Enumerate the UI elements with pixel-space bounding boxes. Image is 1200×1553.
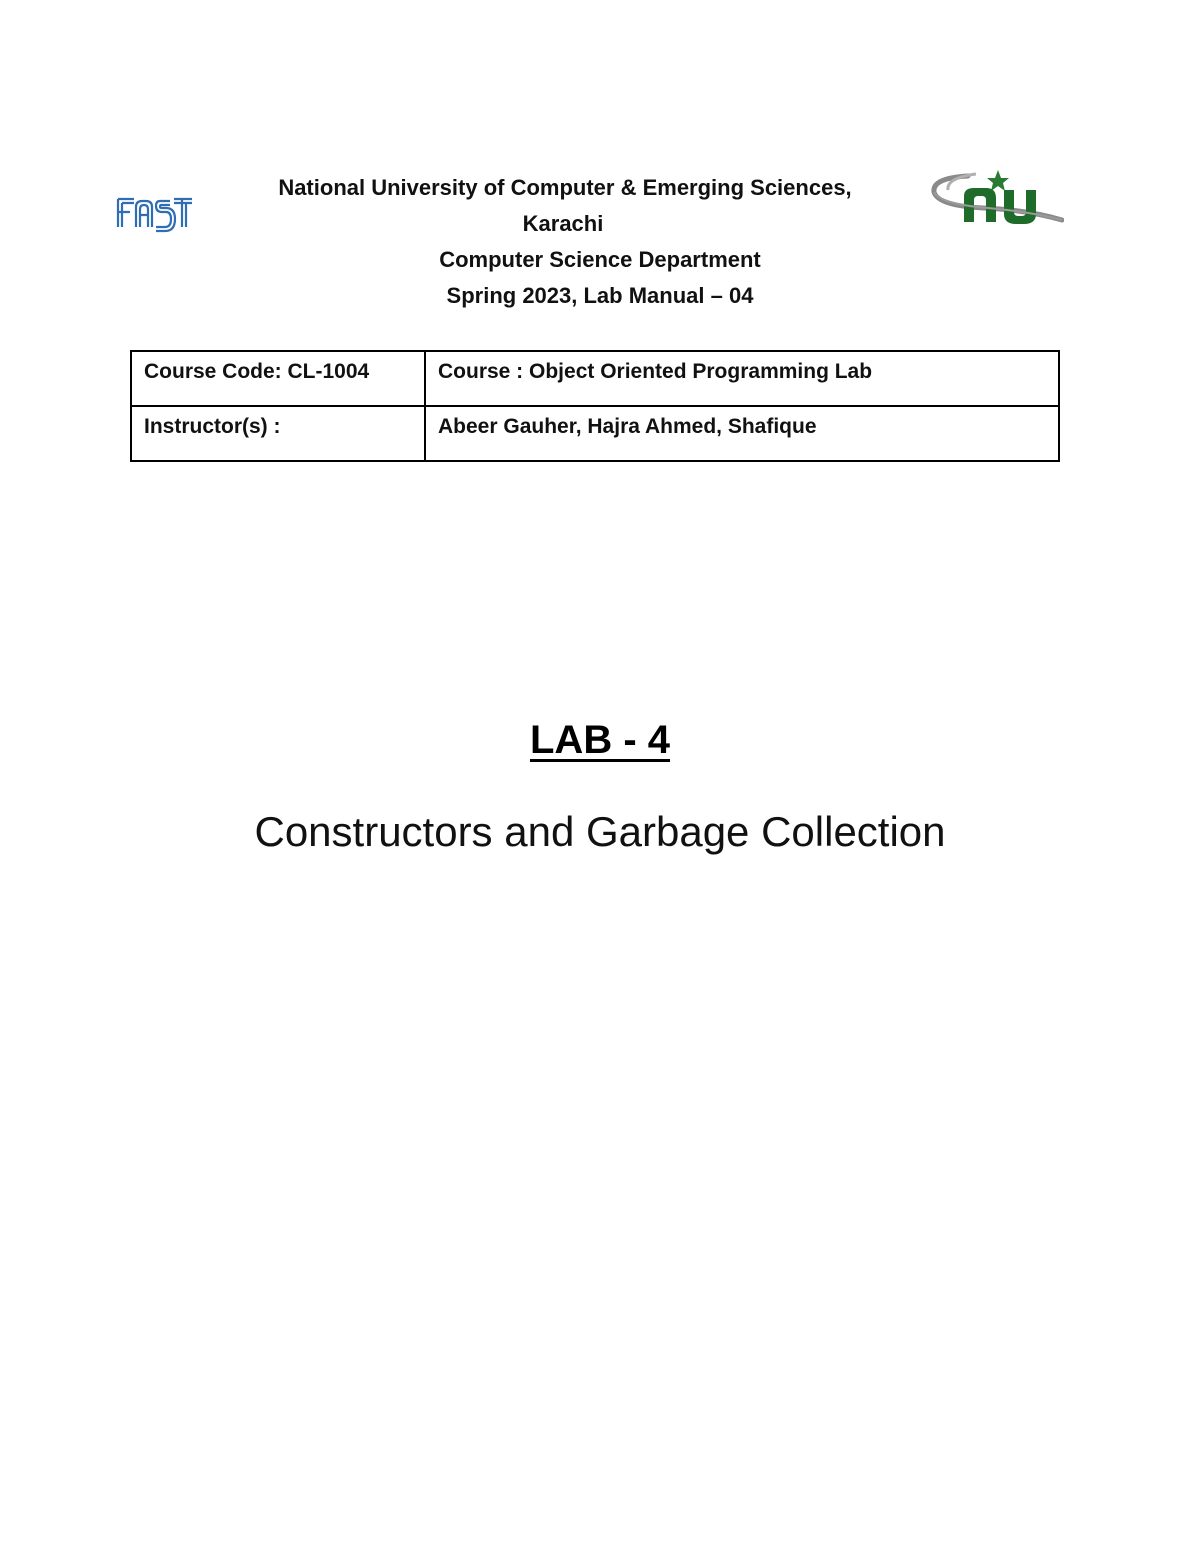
campus-name: Karachi xyxy=(522,211,604,236)
lab-title-text: LAB - 4 xyxy=(530,718,670,762)
semester-manual-label: Spring 2023, Lab Manual – 04 xyxy=(446,283,754,308)
course-name-cell: Course : Object Oriented Programming Lab xyxy=(425,351,1059,406)
lab-subtitle: Constructors and Garbage Collection xyxy=(254,808,946,855)
instructor-label-cell: Instructor(s) : xyxy=(131,406,425,461)
university-name: National University of Computer & Emerging Sciences, xyxy=(278,175,852,200)
department-name: Computer Science Department xyxy=(439,247,761,272)
table-row xyxy=(131,351,1059,406)
course-code-cell: Course Code: CL-1004 xyxy=(131,351,425,406)
table-row xyxy=(131,406,1059,461)
instructor-names-cell: Abeer Gauher, Hajra Ahmed, Shafique xyxy=(425,406,1059,461)
lab-title xyxy=(0,712,1200,768)
course-info-table xyxy=(130,350,1060,462)
